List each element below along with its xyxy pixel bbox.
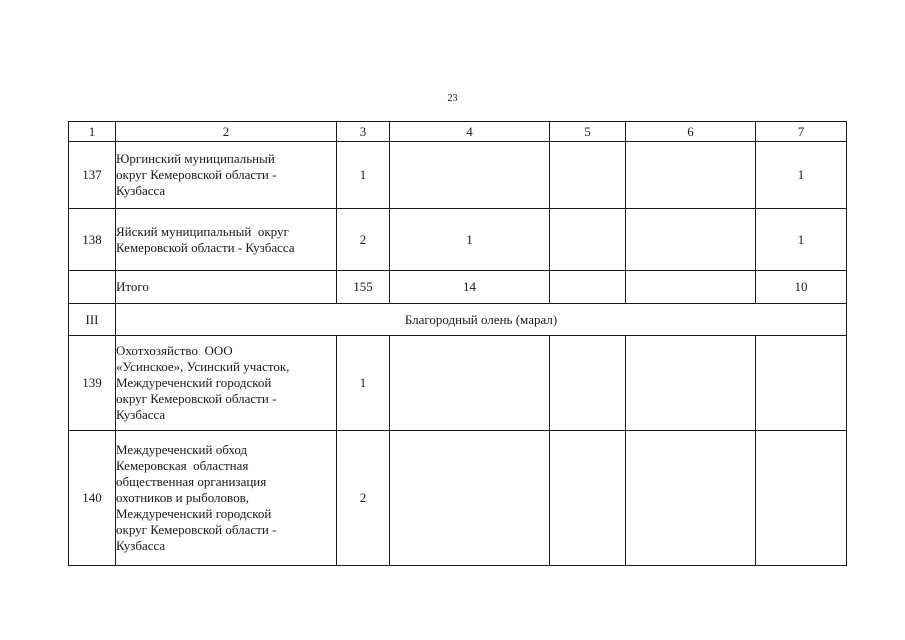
entity-name-line: Итого: [116, 279, 149, 294]
entity-name: [116, 142, 337, 209]
value-cell-c7: 10: [756, 271, 847, 304]
value-cell-c5: [550, 336, 626, 431]
entity-name: [116, 271, 337, 304]
value-cell-c6: [626, 142, 756, 209]
entity-name-line: Кузбасса: [116, 183, 166, 198]
value-cell-c3: 1: [337, 142, 390, 209]
value-cell-c6: [626, 209, 756, 271]
entity-name-line: «Усинское», Усинский участок,: [116, 359, 290, 374]
value-cell-c7: [756, 336, 847, 431]
value-cell-c4: [390, 431, 550, 566]
row-number: 137: [69, 142, 116, 209]
entity-name: [116, 336, 337, 431]
value-cell-c5: [550, 142, 626, 209]
column-header: 4: [390, 122, 550, 142]
table-row: [69, 209, 847, 271]
entity-name-line: охотников и рыболовов,: [116, 490, 249, 505]
entity-name-line: Междуреченский городской: [116, 375, 272, 390]
entity-name-line: округ Кемеровской области -: [116, 391, 277, 406]
entity-name-line: Кузбасса: [116, 407, 166, 422]
row-number: 139: [69, 336, 116, 431]
section-title: Благородный олень (марал): [116, 304, 847, 336]
column-header: 5: [550, 122, 626, 142]
row-number: III: [69, 304, 116, 336]
column-header: 3: [337, 122, 390, 142]
entity-name-line: Кузбасса: [116, 538, 166, 553]
column-header: 6: [626, 122, 756, 142]
value-cell-c3: 2: [337, 209, 390, 271]
table-row: [69, 431, 847, 566]
table-row: [69, 336, 847, 431]
entity-name-line: Междуреченский обход: [116, 442, 248, 457]
value-cell-c6: [626, 336, 756, 431]
column-header-row: [69, 122, 847, 142]
entity-name-line: округ Кемеровской области -: [116, 522, 277, 537]
column-header: 1: [69, 122, 116, 142]
value-cell-c4: 1: [390, 209, 550, 271]
value-cell-c4: [390, 142, 550, 209]
entity-name-line: Междуреченский городской: [116, 506, 272, 521]
value-cell-c6: [626, 431, 756, 566]
data-table: [68, 121, 847, 566]
value-cell-c7: 1: [756, 209, 847, 271]
row-number: 140: [69, 431, 116, 566]
entity-name-line: Юргинский муниципальный: [116, 151, 275, 166]
value-cell-c5: [550, 431, 626, 566]
value-cell-c3: 155: [337, 271, 390, 304]
entity-name-line: округ Кемеровской области -: [116, 167, 277, 182]
value-cell-c3: 2: [337, 431, 390, 566]
total-row: [69, 271, 847, 304]
value-cell-c3: 1: [337, 336, 390, 431]
column-header: 2: [116, 122, 337, 142]
entity-name: [116, 209, 337, 271]
value-cell-c4: [390, 336, 550, 431]
entity-name-line: Охотхозяйство ООО: [116, 343, 233, 358]
value-cell-c6: [626, 271, 756, 304]
section-row: [69, 304, 847, 336]
entity-name-line: Кемеровская областная: [116, 458, 249, 473]
entity-name: [116, 431, 337, 566]
value-cell-c7: 1: [756, 142, 847, 209]
value-cell-c4: 14: [390, 271, 550, 304]
table-body: [69, 122, 847, 566]
page-number: 23: [447, 93, 458, 104]
entity-name-line: общественная организация: [116, 474, 267, 489]
value-cell-c7: [756, 431, 847, 566]
entity-name-line: Кемеровской области - Кузбасса: [116, 239, 295, 255]
row-number: [69, 271, 116, 304]
entity-name-line: Яйский муниципальный округ: [116, 223, 289, 239]
value-cell-c5: [550, 209, 626, 271]
table-row: [69, 142, 847, 209]
row-number: 138: [69, 209, 116, 271]
column-header: 7: [756, 122, 847, 142]
value-cell-c5: [550, 271, 626, 304]
